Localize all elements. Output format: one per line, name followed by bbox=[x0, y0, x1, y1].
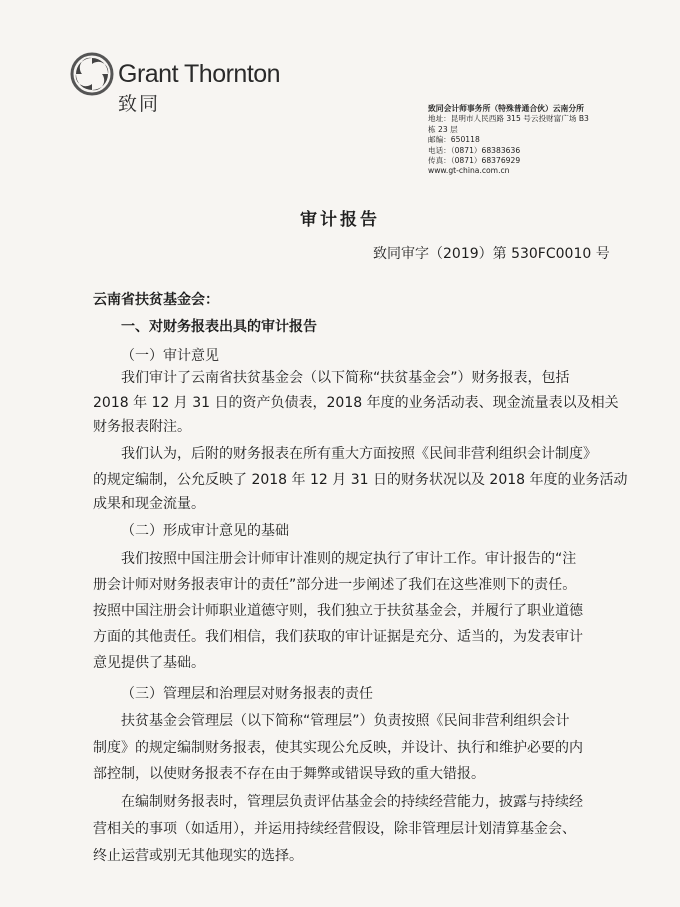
paragraph-line: 财务报表附注。 bbox=[93, 419, 191, 435]
paragraph-line: 册会计师对财务报表审计的责任”部分进一步阐述了我们在这些准则下的责任。 bbox=[93, 577, 577, 593]
paragraph-line: 在编制财务报表时，管理层负责评估基金会的持续经营能力，披露与持续经 bbox=[121, 794, 583, 810]
paragraph-line: 我们审计了云南省扶贫基金会（以下简称“扶贫基金会”）财务报表，包括 bbox=[121, 370, 570, 386]
paragraph-line: 终止运营或别无其他现实的选择。 bbox=[93, 848, 303, 864]
subheading-management-responsibility: （三）管理层和治理层对财务报表的责任 bbox=[121, 686, 373, 702]
reference-number: 致同审字（2019）第 530FC0010 号 bbox=[373, 246, 610, 262]
addressee: 云南省扶贫基金会： bbox=[93, 292, 219, 308]
brand-name-cn: 致同 bbox=[118, 93, 161, 115]
paragraph-line: 按照中国注册会计师职业道德守则，我们独立于扶贫基金会，并履行了职业道德 bbox=[93, 603, 583, 619]
paragraph-line: 成果和现金流量。 bbox=[93, 496, 205, 512]
firm-address-line1: 地址：昆明市人民西路 315 号云投财富广场 B3 bbox=[428, 114, 589, 124]
paragraph-line: 方面的其他责任。我们相信，我们获取的审计证据是充分、适当的，为发表审计 bbox=[93, 629, 583, 645]
firm-website: www.gt-china.com.cn bbox=[428, 166, 510, 176]
grant-thornton-logo-icon bbox=[70, 52, 114, 96]
firm-info bbox=[428, 104, 640, 177]
paragraph-line: 2018 年 12 月 31 日的资产负债表，2018 年度的业务活动表、现金流量表以及相关 bbox=[93, 395, 619, 411]
subheading-audit-opinion: （一）审计意见 bbox=[121, 348, 219, 364]
paragraph-line: 扶贫基金会管理层（以下简称“管理层”）负责按照《民间非营利组织会计 bbox=[121, 713, 570, 729]
paragraph-line: 我们按照中国注册会计师审计准则的规定执行了审计工作。审计报告的“注 bbox=[121, 551, 577, 567]
paragraph-line: 的规定编制，公允反映了 2018 年 12 月 31 日的财务状况以及 2018 年度的业务活动 bbox=[93, 472, 628, 488]
paragraph-line: 部控制，以使财务报表不存在由于舞弊或错误导致的重大错报。 bbox=[93, 766, 485, 782]
brand-name-en: Grant Thornton bbox=[118, 60, 281, 88]
firm-postcode: 邮编：650118 bbox=[428, 135, 480, 145]
firm-name: 致同会计师事务所（特殊普通合伙）云南分所 bbox=[428, 104, 584, 113]
firm-address-line2: 栋 23 层 bbox=[428, 124, 458, 134]
subheading-basis: （二）形成审计意见的基础 bbox=[121, 523, 289, 539]
document-title: 审计报告 bbox=[300, 210, 380, 230]
paragraph-line: 我们认为，后附的财务报表在所有重大方面按照《民间非营利组织会计制度》 bbox=[121, 446, 597, 462]
firm-fax: 传真：（0871）68376929 bbox=[428, 156, 521, 166]
paragraph-line: 意见提供了基础。 bbox=[93, 655, 205, 671]
firm-phone: 电话：（0871）68383636 bbox=[428, 145, 521, 155]
paragraph-line: 营相关的事项（如适用），并运用持续经营假设，除非管理层计划清算基金会、 bbox=[93, 821, 576, 837]
section-heading-1: 一、对财务报表出具的审计报告 bbox=[121, 319, 317, 335]
paragraph-line: 制度》的规定编制财务报表，使其实现公允反映，并设计、执行和维护必要的内 bbox=[93, 740, 583, 756]
